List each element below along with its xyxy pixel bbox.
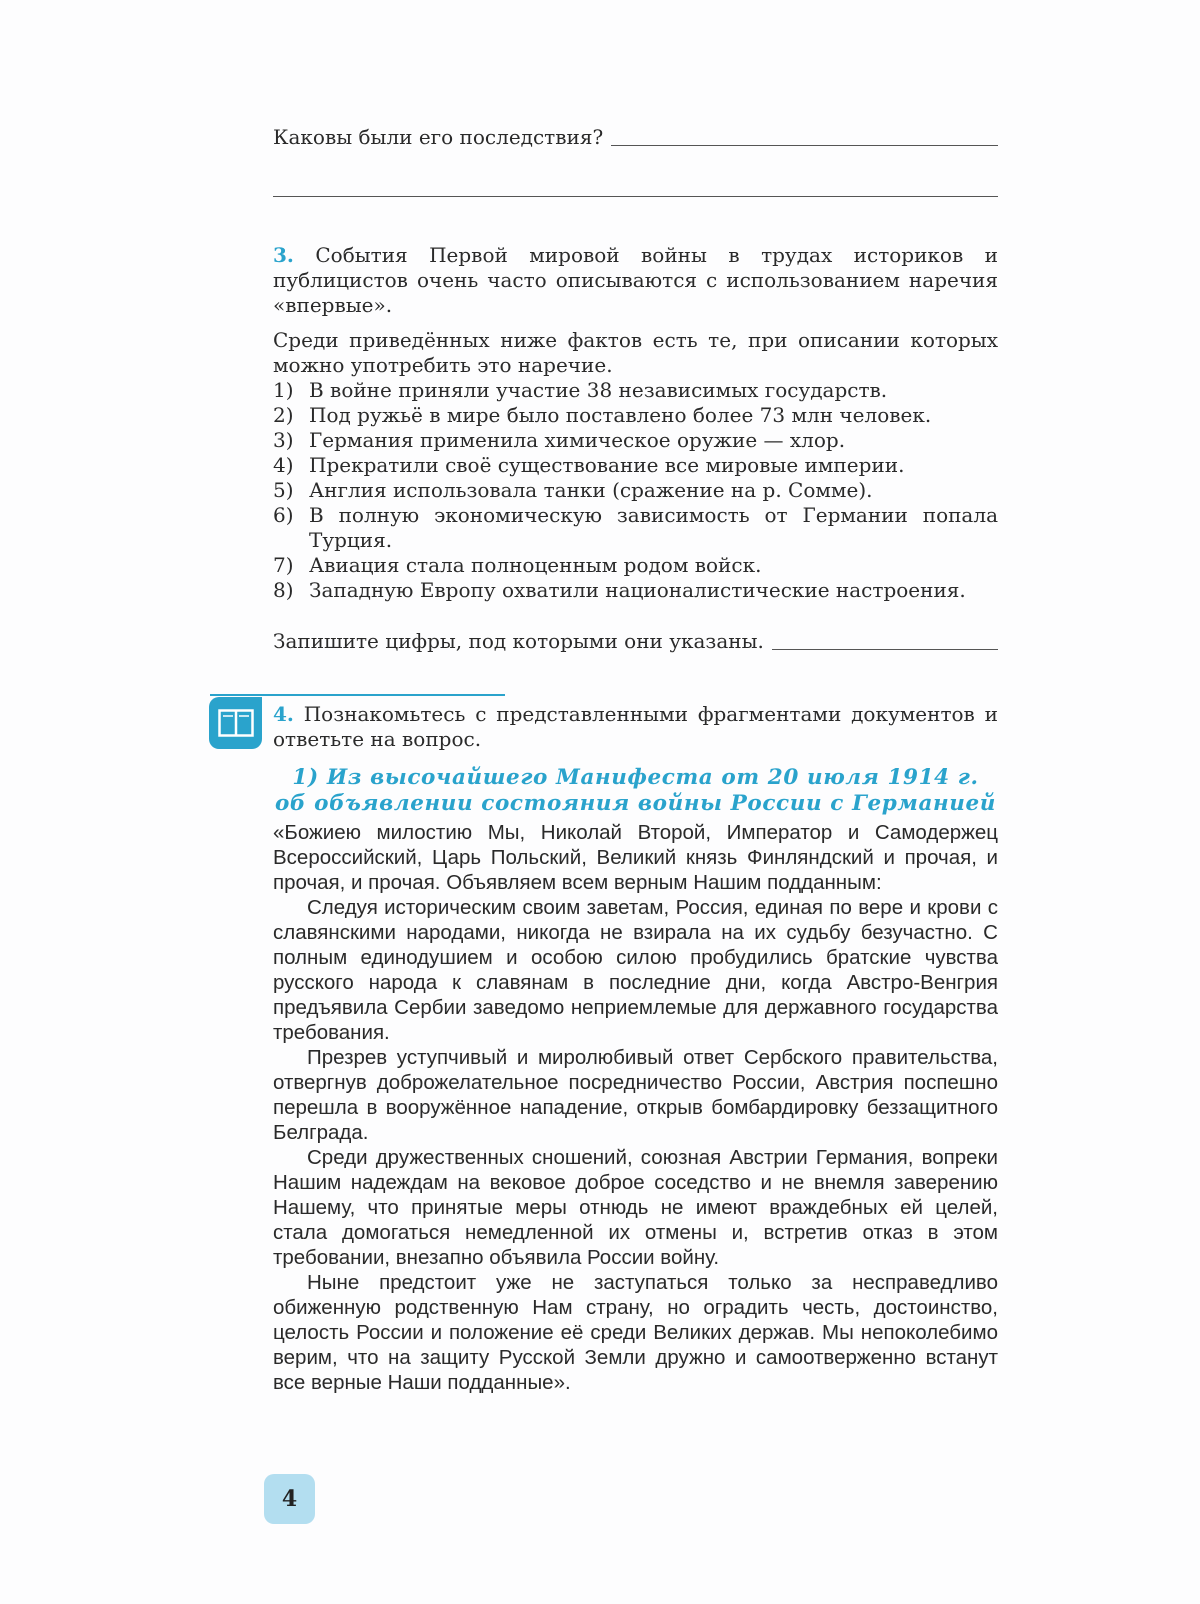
fact-item	[273, 453, 998, 478]
fact-text: Англия использовала танки (сражение на р. Сомме).	[309, 478, 873, 502]
fact-number: 2)	[273, 403, 294, 427]
consequences-question: Каковы были его последствия?	[273, 125, 604, 149]
manifesto-paragraph: «Божиею милостию Мы, Николай Второй, Император и Самодержец Всероссийский, Царь Польский, Великий князь Финляндский и прочая, и прочая, и прочая. Объявляем всем верным Нашим подданным:	[273, 821, 998, 894]
task-3-intro-text: События Первой мировой войны в трудах историков и публицистов очень часто описываются с использованием наречия «впервые».	[273, 243, 998, 317]
fact-number: 1)	[273, 378, 294, 402]
document-title	[273, 765, 998, 817]
fact-item	[273, 553, 998, 578]
task-4	[273, 702, 998, 752]
fact-number: 8)	[273, 578, 294, 602]
task-4-text	[273, 702, 998, 752]
task-4-number: 4.	[273, 702, 294, 726]
task-4-instruction: Познакомьтесь с представленными фрагментами документов и ответьте на вопрос.	[273, 702, 998, 751]
task-3-instruction: Среди приведённых ниже фактов есть те, при описании которых можно употребить это наречие.	[273, 328, 998, 377]
open-book-icon	[209, 697, 262, 749]
fact-item	[273, 503, 998, 553]
fact-number: 6)	[273, 503, 294, 527]
fact-text: В полную экономическую зависимость от Германии попала Турция.	[309, 503, 998, 552]
fact-text: Прекратили своё существование все мировые империи.	[309, 453, 905, 477]
fact-item	[273, 403, 998, 428]
fact-text: Авиация стала полноценным родом войск.	[309, 553, 762, 577]
answer-line-1[interactable]	[611, 144, 998, 146]
fact-number: 4)	[273, 453, 294, 477]
manifesto-text	[273, 820, 998, 1395]
consequences-question-row	[273, 126, 998, 156]
fact-number: 5)	[273, 478, 294, 502]
manifesto-paragraph: Следуя историческим своим заветам, Россия, единая по вере и крови с славянскими народами, никогда не взирала на их судьбу безучастно. С полным единодушием и особою силою пробудились братские чувства русского народа к славянам в последние дни, когда Австро-Венгрия предъявила Сербии заведомо неприемлемые для державного государства требования.	[273, 896, 998, 1044]
fact-text: В войне приняли участие 38 независимых государств.	[309, 378, 888, 402]
manifesto-paragraph: Среди дружественных сношений, союзная Австрии Германия, вопреки Нашим надеждам на вековое доброе соседство и не внемля заверению Нашему, что принятые меры отнюдь не имеют враждебных ей целей, стала домогаться немедленной их отмены и, встретив отказ в этом требовании, внезапно объявила России войну.	[273, 1146, 998, 1269]
fact-number: 7)	[273, 553, 294, 577]
answer-line-2[interactable]	[273, 196, 998, 197]
task-3-intro	[273, 243, 998, 318]
fact-text: Германия применила химическое оружие — хлор.	[309, 428, 846, 452]
facts-list	[273, 378, 998, 603]
document-title-line-1: 1) Из высочайшего Манифеста от 20 июля 1914 г.	[292, 765, 979, 790]
fact-text: Западную Европу охватили националистические настроения.	[309, 578, 966, 602]
open-book-icon-graphic	[218, 709, 254, 737]
fact-item	[273, 428, 998, 453]
fact-text: Под ружьё в мире было поставлено более 73 млн человек.	[309, 403, 932, 427]
write-digits-prompt: Запишите цифры, под которыми они указаны.	[273, 629, 764, 653]
write-digits-row	[273, 630, 998, 660]
digits-answer-line[interactable]	[772, 649, 998, 650]
task-3-number: 3.	[273, 243, 294, 267]
fact-item	[273, 378, 998, 403]
fact-item	[273, 478, 998, 503]
manifesto-paragraph: Ныне предстоит уже не заступаться только за несправедливо обиженную родственную Нам страну, но оградить честь, достоинство, целость России и положение её среди Великих держав. Мы непоколебимо верим, что на защиту Русской Земли дружно и самоотверженно встанут все верные Наши подданные».	[273, 1271, 998, 1394]
task-4-divider	[210, 694, 505, 696]
task-3	[273, 243, 998, 603]
document-title-line-2: об объявлении состояния войны России с Германией	[274, 791, 997, 816]
fact-item	[273, 578, 998, 603]
manifesto-paragraph: Презрев уступчивый и миролюбивый ответ Сербского правительства, отвергнув доброжелательное посредничество России, Австрия поспешно перешла в вооружённое нападение, открыв бомбардировку беззащитного Белграда.	[273, 1046, 998, 1144]
fact-number: 3)	[273, 428, 294, 452]
page-number: 4	[264, 1474, 315, 1524]
